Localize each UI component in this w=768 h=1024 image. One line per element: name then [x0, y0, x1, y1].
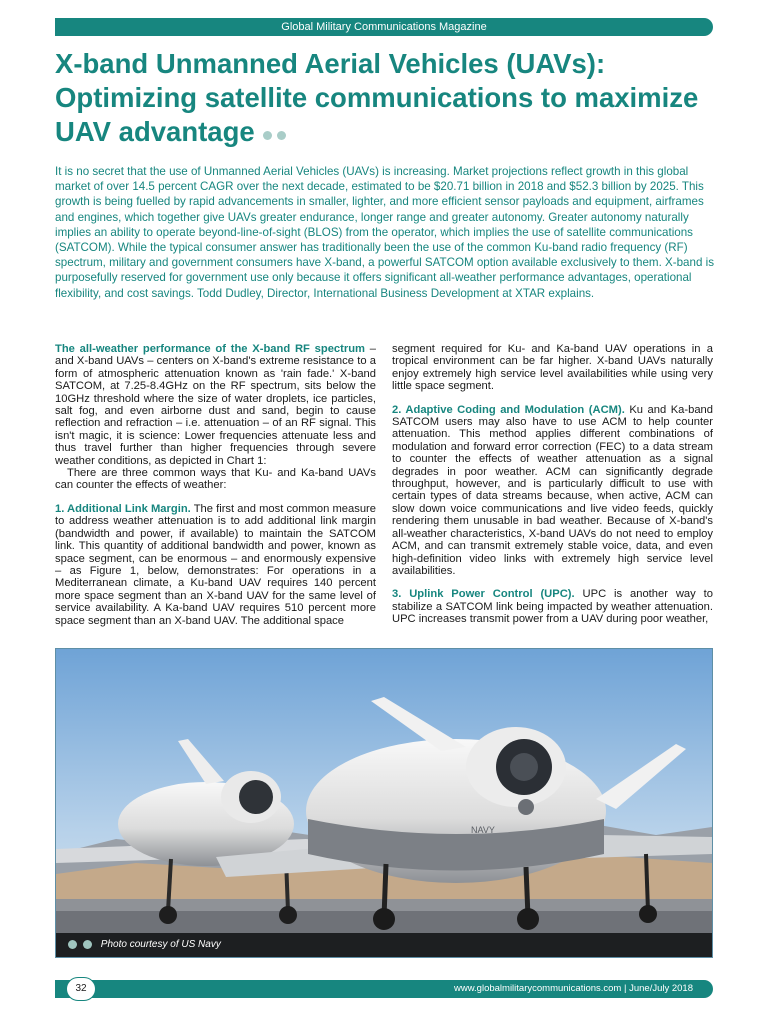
magazine-title: Global Military Communications Magazine: [281, 21, 487, 33]
title-dots: [263, 117, 291, 151]
decorative-dot-icon: [68, 940, 77, 949]
uav-photo: [55, 648, 713, 958]
magazine-header-bar: [55, 18, 713, 36]
section-heading: 2. Adaptive Coding and Modulation (ACM).: [392, 403, 625, 416]
paragraph-body: – and X-band UAVs – centers on X-band's extreme resistance to a form of atmospheric attenuation known as 'rain fade.' X-band SATCOM, at 7.25-8.4GHz on the RF spectrum, sits below the 10GHz threshold where the size of water droplets, ice particles, salt fog, and even airborne dust and sand, begin to cause reflection and refraction – i.e. attenuation – of an RF signal. This isn't magic, it is science: Lower frequencies attenuate less and thus travel further than higher frequencies through severe weather conditions, as depicted in Chart 1:: [55, 343, 376, 467]
footer-bar: [55, 980, 713, 998]
section-heading: 1. Additional Link Margin.: [55, 502, 191, 515]
photo-caption-bar: [56, 933, 712, 957]
paragraph-lead: The all-weather performance of the X-band RF spectrum: [55, 343, 365, 355]
section-acm: [392, 404, 713, 578]
section-upc: [392, 588, 713, 625]
photo-caption: Photo courtesy of US Navy: [100, 939, 221, 950]
section-heading: 3. Uplink Power Control (UPC).: [392, 588, 575, 601]
body-column-left: [55, 343, 376, 627]
body-column-right: [392, 343, 713, 626]
paragraph-three-ways: There are three common ways that Ku- and Ka-band UAVs can counter the effects of weather:: [55, 467, 376, 492]
section-body: Ku and Ka-band SATCOM users may also have to use ACM to help counter attenuation. This method applies different combinations of modulation and forward error correction (FEC) to a data stream to counter the effects of weather attenuation as a signal degrades in poor weather. ACM can significantly degrade throughput, however, and is particularly difficult to use with certain types of data streams because, when active, ACM can slow down voice communications and live video feeds, quickly rendering them unusable in bad weather. Because of X-band's all-weather characteristics, X-band UAVs do not need to employ ACM, and can transmit extremely stable voice, data, and even high-definition video links with extremely high service level availabilities.: [392, 403, 713, 577]
aircraft-marking: NAVY: [471, 825, 495, 835]
article-title: [55, 47, 715, 151]
section-link-margin: [55, 503, 376, 627]
footer-url-issue: www.globalmilitarycommunications.com | June/July 2018: [453, 983, 693, 994]
article-title-text: X-band Unmanned Aerial Vehicles (UAVs): Optimizing satellite communications to maximize UAV advantage: [55, 48, 699, 147]
paragraph-all-weather: [55, 343, 376, 467]
uav-illustration: [56, 649, 712, 957]
article-intro: It is no secret that the use of Unmanned Aerial Vehicles (UAVs) is increasing. Market projections reflect growth in this global market of over 14.5 percent CAGR over the next decade, estimated to be $20.71 billion in 2018 and $52.3 billion by 2025. This growth is being fuelled by rapid advancements in smaller, lighter, and more efficient sensor payloads and equipment, airframes and engines, which together give UAVs greater endurance, longer range and greater autonomy. Greater autonomy naturally implies an ability to operate beyond-line-of-sight (BLOS) from the operator, which implies the use of satellite communications (SATCOM). While the typical consumer answer has traditionally been the use of the common Ku-band radio frequency (RF) spectrum, military and government consumers have X-band, a powerful SATCOM option available exclusively to them. X-band is purposefully reserved for government use only because it offers significant all-weather performance advantages, operational flexibility, and cost savings. Todd Dudley, Director, International Business Development at XTAR explains.: [55, 165, 714, 300]
section-body: UPC is another way to stabilize a SATCOM link being impacted by weather attenuation. UPC increases transmit power from a UAV during poor weather,: [392, 588, 713, 626]
decorative-dot-icon: [277, 131, 286, 140]
section-body: The first and most common measure to address weather attenuation is to add additional link margin (bandwidth and power, if available) to maintain the SATCOM link. This quantity of additional bandwidth and power, known as space segment, can be enormous – and enormously expensive – as Figure 1, below, demonstrates: For operations in a Mediterranean climate, a Ku-band UAV requires 140 percent more space segment than an X-band UAV for the same level of service availability. A Ka-band UAV requires 510 percent more space segment than an X-band UAV. The additional space: [55, 502, 376, 627]
decorative-dot-icon: [83, 940, 92, 949]
page-number: 32: [66, 977, 96, 1001]
section-link-margin-continued: segment required for Ku- and Ka-band UAV operations in a tropical environment can be far higher. X-band UAVs naturally enjoy extremely high service level availabilities while using very little space segment.: [392, 343, 713, 393]
decorative-dot-icon: [263, 131, 272, 140]
